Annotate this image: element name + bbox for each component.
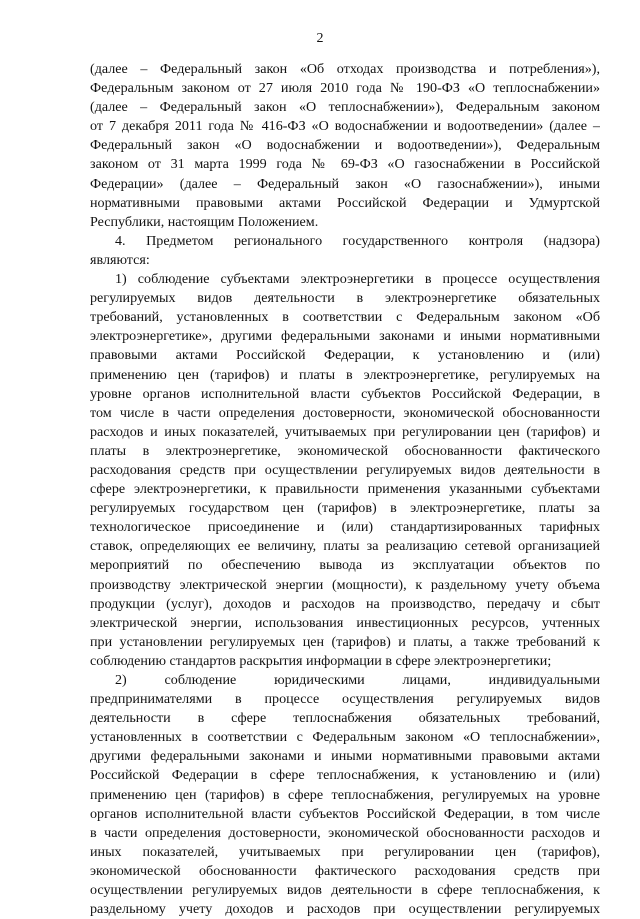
text-line: требований, установленных в соответствии с Федеральным законом «Об [90,309,600,326]
text-line: осуществлении регулируемых видов деятельности в сфере теплоснабжения, к [90,882,600,899]
text-line: расходов и иных показателей, учитываемых при регулировании цен (тарифов) и [90,423,600,440]
page-number: 2 [316,31,324,46]
text-line: соблюдению стандартов раскрытия информации в сфере электроэнергетики; [90,652,552,669]
text-line: от 7 декабря 2011 года № 416-ФЗ «О водоснабжении и водоотведении» (далее – [90,118,600,135]
text-line: Российской Федерации в сфере теплоснабжения, к установлению и (или) [90,767,600,784]
text-line: 2) соблюдение юридическими лицами, индивидуальными [115,672,600,688]
text-line: расходования средств при осуществлении регулируемых видов деятельности в [90,461,600,478]
text-line: электрической энергии, использования инвестиционных ресурсов, учтенных [90,614,600,631]
text-line: Федеральным законом от 27 июля 2010 года № 190-ФЗ «О теплоснабжении» [90,80,600,97]
document-body [90,60,600,919]
text-line: деятельности в сфере теплоснабжения обязательных требований, [90,710,600,727]
text-line: (далее – Федеральный закон «Об отходах производства и потребления»), [90,61,600,77]
text-line: другими федеральными законами и иными нормативными правовыми актами [90,748,600,765]
text-line: продукции (услуг), доходов и расходов на производство, передачу и сбыт [90,595,600,612]
text-line: (далее – Федеральный закон «О теплоснабжении»), Федеральным законом [90,99,600,116]
text-line: 4. Предметом регионального государственного контроля (надзора) [115,232,600,249]
text-line: при установлении регулируемых цен (тарифов) и платы, а также требований к [90,633,600,650]
text-line: технологическое присоединение и (или) стандартизированных тарифных [90,519,600,536]
text-line: мероприятий по обеспечению вывода из эксплуатации объектов по [90,557,600,574]
text-line: экономической обоснованности фактического расходования средств при [90,862,600,879]
text-line: регулируемых видов деятельности в электроэнергетике обязательных [90,290,600,307]
text-line: правовыми актами Российской Федерации, к установлению и (или) [90,347,600,364]
text-line: Федерации» (далее – Федеральный закон «О газоснабжении»), иными [90,175,600,192]
text-line: в части определения достоверности, экономической обоснованности расходов и [90,824,600,841]
text-line: применению цен (тарифов) и платы в электроэнергетике, регулируемых на [90,366,600,383]
text-line: платы в электроэнергетике, экономической обоснованности фактического [90,442,600,459]
text-line: предпринимателями в процессе осуществления регулируемых видов [90,691,600,708]
text-line: Федеральный закон «О водоснабжении и водоотведении»), Федеральным [90,137,600,154]
text-line: 1) соблюдение субъектами электроэнергетики в процессе осуществления [115,271,600,288]
text-line: органов исполнительной власти субъектов Российской Федерации, в том числе [90,805,600,822]
text-line: сфере электроэнергетики, к правильности применения указанными субъектами [90,481,600,498]
text-line: том числе в части определения достоверности, экономической обоснованности [90,404,600,421]
text-line: иных показателей, учитываемых при регулировании цен (тарифов), [90,843,600,860]
text-line: нормативными правовыми актами Российской Федерации и Удмуртской [90,194,600,211]
text-line: электроэнергетике», другими федеральными законами и иными нормативными [90,328,600,345]
text-line: раздельному учету доходов и расходов при осуществлении регулируемых [90,901,600,918]
text-line: являются: [90,251,150,268]
text-line: регулируемых государством цен (тарифов) в электроэнергетике, платы за [90,500,600,517]
text-line: уровне органов исполнительной власти субъектов Российской Федерации, в [90,385,600,402]
text-line: установленных в соответствии с Федеральным законом «О теплоснабжении», [90,729,600,746]
text-line: производству электрической энергии (мощности), к раздельному учету объема [90,576,600,593]
text-line: законом от 31 марта 1999 года № 69-ФЗ «О газоснабжении в Российской [90,156,600,173]
text-line: применению цен (тарифов) в сфере теплоснабжения, регулируемых на уровне [90,786,600,803]
text-line: Республики, настоящим Положением. [90,213,319,230]
text-line: ставок, определяющих ее величину, платы за реализацию сетевой организацией [90,538,600,555]
